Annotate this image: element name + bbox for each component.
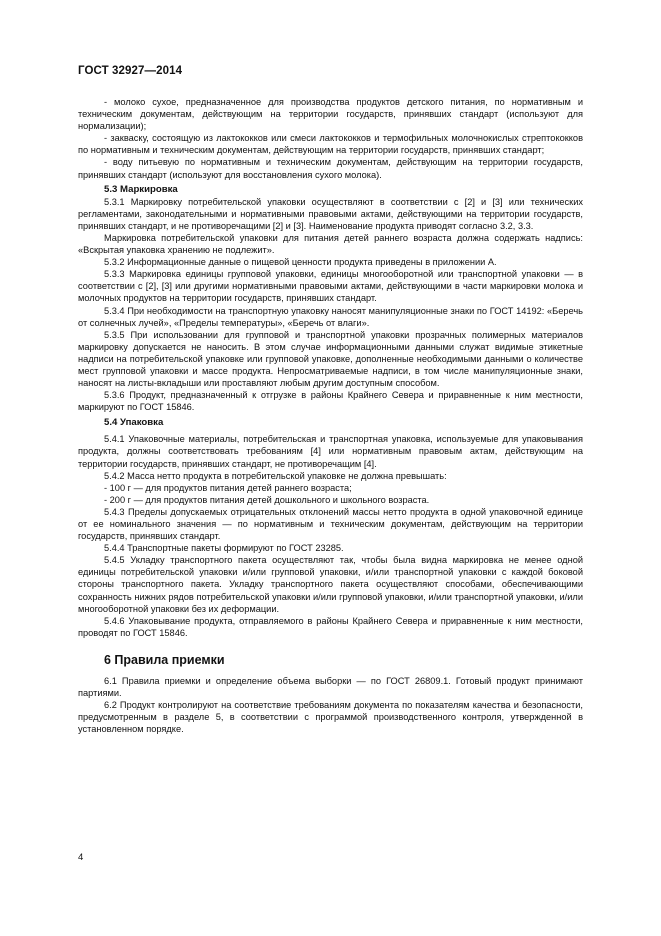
paragraph-5-4-1: 5.4.1 Упаковочные материалы, потребительская и транспортная упаковка, используемые для упаковывания продукта, должны соответствовать требованиям [4] или нормативным правовым актам, действующим на территории государств, принявших стандарт, не противоречащим [4]. [78,434,583,469]
paragraph-5-4-2: 5.4.2 Масса нетто продукта в потребительской упаковке не должна превышать: [104,470,447,481]
paragraph-5-3-2: 5.3.2 Информационные данные о пищевой ценности продукта приведены в приложении А. [104,257,497,268]
document-header: ГОСТ 32927—2014 [78,65,183,77]
section-heading-5-4: 5.4 Упаковка [104,417,164,429]
list-item: - закваску, состоящую из лактококков или смеси лактококков и термофильных молочнокислых стрептококков по нормативным и техническим документам, действующим на территории государств, принявших стандарт; [78,133,583,156]
page-content [78,96,583,735]
paragraph-5-3-6: 5.3.6 Продукт, предназначенный к отгрузке в районы Крайнего Севера и приравненные к ним местности, маркируют по ГОСТ 15846. [78,390,583,413]
paragraph-5-3-4: 5.3.4 При необходимости на транспортную упаковку наносят манипуляционные знаки по ГОСТ 14192: «Беречь от солнечных лучей», «Пределы температуры», «Беречь от влаги». [78,305,583,328]
section-heading-5-3: 5.3 Маркировка [104,183,178,195]
paragraph-6-2: 6.2 Продукт контролируют на соответствие требованиям документа по показателям качества и безопасности, предусмотренным в разделе 5, в соответствии с программой производственного контроля, утвержденной в установленном порядке. [78,700,583,735]
paragraph-5-4-4: 5.4.4 Транспортные пакеты формируют по ГОСТ 23285. [104,543,344,554]
list-item: - 100 г — для продуктов питания детей раннего возраста; [104,482,352,493]
paragraph-5-3-5: 5.3.5 При использовании для групповой и транспортной упаковки прозрачных полимерных материалов маркировку допускается не наносить. В этом случае информационными данными служат видимые этикетные надписи на потребительской упаковке или групповой упаковке, дополненные необходимыми данными о количестве мест групповой упаковки и массе продукта. Непросматриваемые надписи, в том числе манипуляционные знаки, наносят на листы-вкладыши или проставляют любым другим доступным способом. [78,329,583,389]
section-heading-6: 6 Правила приемки [104,652,225,667]
list-item: - молоко сухое, предназначенное для производства продуктов детского питания, по нормативным и техническим документам, действующим на территории государств, принявших стандарт (используют для нормализации); [78,97,583,132]
paragraph-6-1: 6.1 Правила приемки и определение объема выборки — по ГОСТ 26809.1. Готовый продукт принимают партиями. [78,675,583,699]
paragraph-5-4-6: 5.4.6 Упаковывание продукта, отправляемого в районы Крайнего Севера и приравненные к ним местности, проводят по ГОСТ 15846. [78,615,583,638]
paragraph-5-3-1: 5.3.1 Маркировку потребительской упаковки осуществляют в соответствии с [2] и [3] или технических регламентами, законодательными и нормативными правовыми актами, действующими на территории государств, принявших стандарт, и не противоречащими [2] и [3]. Наименование продукта приводят согласно 3.2, 3.3. [78,196,583,231]
list-item: - воду питьевую по нормативным и техническим документам, действующим на территории государств, принявших стандарт (используют для восстановления сухого молока). [78,157,583,180]
page-number: 4 [78,852,84,863]
paragraph-5-4-3: 5.4.3 Пределы допускаемых отрицательных отклонений массы нетто продукта в одной упаковочной единице от ее номинального значения — по нормативным и техническим документам, действующим на территории государств, принявших стандарт. [78,506,583,542]
list-item: - 200 г — для продуктов питания детей дошкольного и школьного возраста. [104,494,430,505]
paragraph-5-3-3: 5.3.3 Маркировка единицы групповой упаковки, единицы многооборотной или транспортной упаковки — в соответствии с [2], [3] или другими нормативными правовыми актами, действующими в части маркировки молока и молочных продуктов на территории государств, принявших стандарт. [78,269,583,304]
paragraph-5-4-5: 5.4.5 Укладку транспортного пакета осуществляют так, чтобы была видна маркировка не менее одной единицы потребительской упаковки и/или групповой упаковки, и/или транспортной упаковки с каждой боковой стороны транспортного пакета. Укладку транспортного пакета осуществляют способами, обеспечивающими сохранность нижних рядов потребительской упаковки и/или групповой упаковки, и/или транспортной упаковки, и/или многооборотной упаковки без их деформации. [78,555,583,614]
paragraph-label-requirement: Маркировка потребительской упаковки для питания детей раннего возраста должна содержать надпись: «Вскрытая упаковка хранению не подлежит». [78,232,583,256]
